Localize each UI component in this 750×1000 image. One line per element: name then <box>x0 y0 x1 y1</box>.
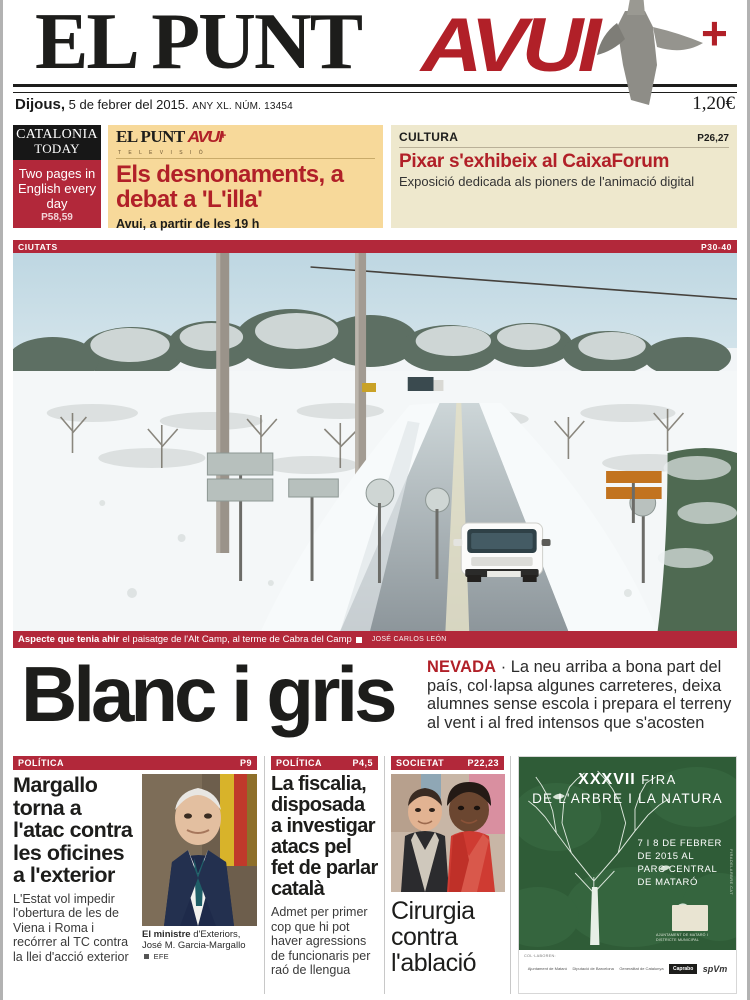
tv-headline: Els desnonaments, a debat a 'L'illa' <box>116 161 344 213</box>
section-label: POLÍTICA <box>276 758 322 768</box>
cultura-headline: Pixar s'exhibeix al CaixaForum <box>399 151 670 172</box>
sponsor-logo-diputacio: Diputació de Barcelona <box>572 966 614 971</box>
dateline-day: Dijous, <box>15 96 66 113</box>
pixar-sculpture-photo <box>587 0 707 115</box>
advertisement-fira-arbre[interactable] <box>511 756 737 994</box>
tv-kicker: Avui, a partir de les 19 h <box>116 217 260 231</box>
cultura-divider <box>399 147 729 148</box>
section-label: POLÍTICA <box>18 758 64 768</box>
tv-logo-elpunt: EL PUNT <box>116 127 185 146</box>
main-photo-snowy-road <box>13 253 737 631</box>
section-page-ref: P4,5 <box>352 758 373 768</box>
story-fiscalia[interactable] <box>265 756 385 994</box>
section-bar-societat[interactable] <box>391 756 504 770</box>
story-margallo[interactable] <box>13 756 265 994</box>
section-bar-pages: P30-40 <box>700 241 732 252</box>
lead-headline[interactable]: Blanc i gris <box>21 650 394 738</box>
ad-title-line1 <box>519 771 736 789</box>
caption-lead: Aspecte que tenia ahir <box>18 634 120 645</box>
lead-body <box>427 658 737 732</box>
ad-title-line2: DE L'ARBRE I LA NATURA <box>532 791 723 806</box>
cultura-section-label: CULTURA <box>399 130 459 144</box>
lead-kicker: NEVADA <box>427 658 497 676</box>
cirurgia-photo <box>391 774 504 892</box>
photo-credit: EFE <box>153 952 169 961</box>
price-label: 1,20€ <box>692 93 735 114</box>
section-page-ref: P9 <box>239 758 252 768</box>
masthead-logo-elpunt: EL PUNT <box>35 0 362 86</box>
cultura-header <box>399 130 729 144</box>
photo-caption-text: d'Exteriors, José M. Garcia-Margallo <box>142 929 246 951</box>
cultura-page-ref: P26,27 <box>697 133 729 144</box>
sponsor-logo-spvm: spVm <box>702 964 728 974</box>
story-headline: La fiscalia, disposada a investigar atacs pel fet de parlar català <box>271 773 378 900</box>
dateline <box>15 96 293 113</box>
tv-logo-avui: AVUI <box>187 129 222 146</box>
section-bar-label: CIUTATS <box>18 241 58 252</box>
tv-logo <box>116 129 375 150</box>
tv-logo-subtitle: T E L E V I S I Ó <box>118 150 206 156</box>
lead-kicker-sep: · <box>496 658 511 676</box>
ad-collab-label: COL·LABOREN: <box>524 954 556 958</box>
bottom-story-row <box>13 756 737 994</box>
section-page-ref: P22,23 <box>467 758 499 768</box>
section-bar-politica-1[interactable] <box>13 756 257 770</box>
sponsor-logo-mataro: Ajuntament de Mataró <box>527 966 568 971</box>
caption-text: el paisatge de l'Alt Camp, al terme de Cabra del Camp <box>122 634 352 645</box>
ad-title-roman: XXXVII <box>578 771 636 788</box>
lead-story <box>13 650 737 752</box>
story-headline: Cirurgia contra l'ablació <box>391 897 477 977</box>
story-subhead: L'Estat vol impedir l'obertura de les de Viena i Roma i recórrer al TC contra la llei d'acció exterior <box>13 891 129 964</box>
dateline-date: 5 de febrer del 2015. <box>68 97 189 112</box>
ad-website-side-text: FIRADELARBRE.CAT <box>729 849 734 895</box>
caption-square-icon <box>356 637 362 643</box>
catalonia-today-body: Two pages in English every day <box>17 166 97 211</box>
caption-credit: JOSÉ CARLOS LEÓN <box>371 636 447 643</box>
section-bar-ciutats[interactable] <box>13 240 737 253</box>
catalonia-today-logo <box>13 125 101 160</box>
catalonia-today-line1: CATALONIA <box>16 127 98 142</box>
main-photo-caption <box>13 631 737 648</box>
promo-strip <box>13 125 737 233</box>
ad-date-line1: 7 I 8 DE FEBRER <box>637 838 722 849</box>
margallo-photo <box>142 774 257 964</box>
catalonia-today-line2: TODAY <box>34 141 80 156</box>
story-cirurgia[interactable] <box>385 756 511 994</box>
ad-date-line2: DE 2015 AL <box>637 851 695 862</box>
cultura-subhead: Exposició dedicada als pioners de l'animació digital <box>399 174 695 189</box>
lead-body-text: La neu arriba a bona part del país, col·lapsa algunes carreteres, deixa alumnes sense escola i prepara el terreny al vent i al fred intensos que s'acosten <box>427 658 732 732</box>
section-bar-politica-2[interactable] <box>271 756 378 770</box>
story-subhead: Admet per primer cop que hi pot haver agressions de funcionaris per raó de llengua <box>271 905 371 977</box>
sponsor-logo-generalitat: Generalitat de Catalunya <box>619 966 664 971</box>
photo-credit-square-icon <box>144 954 149 959</box>
section-label: SOCIETAT <box>396 758 445 768</box>
catalonia-today-page-ref: P58,59 <box>41 212 73 223</box>
dateline-issue: ANY XL. NÚM. 13454 <box>192 101 293 112</box>
promo-cultura[interactable] <box>391 125 737 228</box>
promo-elpunt-avui-tv[interactable] <box>108 125 383 231</box>
masthead-logo-avui: AVUI <box>421 3 596 88</box>
ad-venue-line1: PARC CENTRAL <box>637 864 718 875</box>
ad-organizer-text: AJUNTAMENT DE MATARÓ I DISTRICTE MUNICIPAL <box>656 933 709 942</box>
ad-details <box>638 837 723 889</box>
promo-catalonia-today[interactable] <box>13 125 101 228</box>
tv-logo-plus: + <box>219 130 227 142</box>
story-headline: Margallo torna a l'atac contra les oficines a l'exterior <box>13 773 133 887</box>
photo-caption-lead: El ministre <box>142 929 191 940</box>
ad-venue-line2: DE MATARÓ <box>637 877 698 888</box>
ad-organizer-badge-icon <box>672 905 708 931</box>
ad-artwork <box>519 757 736 950</box>
sponsor-logo-caprabo: Caprabo <box>669 964 697 974</box>
ad-sponsor-strip <box>519 950 736 994</box>
margallo-photo-caption <box>142 929 257 962</box>
ad-title-word: FIRA <box>641 772 677 787</box>
tv-divider <box>116 158 375 159</box>
masthead-logo-plus: + <box>701 7 728 59</box>
